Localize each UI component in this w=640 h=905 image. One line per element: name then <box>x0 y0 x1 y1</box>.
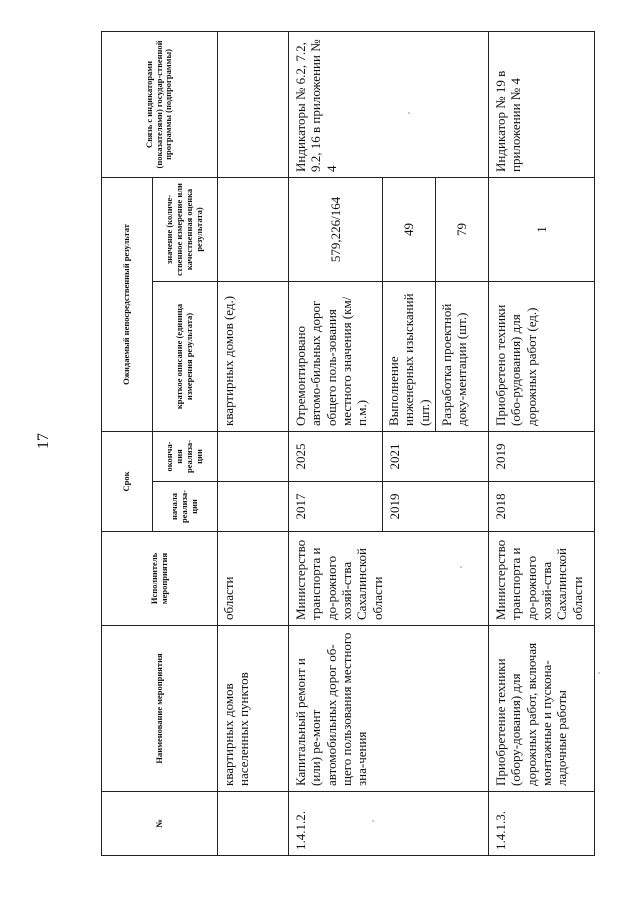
scan-speck <box>598 672 600 674</box>
scan-speck <box>460 566 462 568</box>
header-term-end: оконча-ния реализа-ции <box>153 431 218 481</box>
cell-executor: Министерство транспорта и до-рожного хозяй-ства Сахалинской области <box>289 532 489 626</box>
header-term-start: начала реализа-ции <box>153 482 218 532</box>
cell-executor: Министерство транспорта и до-рожного хозяй-ства Сахалинской области <box>489 532 595 626</box>
cell-result-value: 49 <box>383 177 436 281</box>
cell-term-start: 2017 <box>289 482 383 532</box>
cell-term-start: 2018 <box>489 482 595 532</box>
header-term: Срок <box>102 431 153 531</box>
header-expected-result: Ожидаемый непосредственный результат <box>102 177 153 431</box>
cell-result-description: Выполнение инженерных изысканий (шт.) <box>383 281 436 431</box>
header-result-value: значение (количе-ственное измерение или качественная оценка результата) <box>153 177 218 281</box>
cell-result-description: квартирных домов (ед.) <box>218 281 289 431</box>
cell-number <box>218 792 289 856</box>
cell-number: 1.4.1.2. <box>289 792 489 856</box>
cell-number: 1.4.1.3. <box>489 792 595 856</box>
table-header-row <box>102 31 153 855</box>
table-row <box>489 31 595 855</box>
table-row <box>289 31 383 855</box>
cell-term-start: 2019 <box>383 482 489 532</box>
header-executor: Исполнитель мероприятия <box>102 532 218 626</box>
cell-executor: области <box>218 532 289 626</box>
cell-activity-name: Приобретение техники (обору-дования) для дорожных работ, включая монтажные и пускона-ладочные работы <box>489 626 595 792</box>
cell-indicator-link: Индикаторы № 6.2, 7.2, 9.2, 16 в приложении № 4 <box>289 31 489 177</box>
header-indicator-link: Связь с индикаторами (показателями) государ-ственной программы (подпрограммы) <box>102 31 218 177</box>
cell-term-end: 2019 <box>489 431 595 481</box>
cell-result-value: 79 <box>436 177 489 281</box>
header-short-description: краткое описание (единица измерения результата) <box>153 281 218 431</box>
cell-term-end <box>218 431 289 481</box>
cell-term-end: 2021 <box>383 431 489 481</box>
program-table-sheet <box>101 32 585 856</box>
header-number: № <box>102 792 218 856</box>
cell-result-value: 579,226/164 <box>289 177 383 281</box>
cell-indicator-link <box>218 31 289 177</box>
cell-result-value <box>218 177 289 281</box>
cell-result-value: 1 <box>489 177 595 281</box>
cell-result-description: Приобретено техники (обо-рудования) для дорожных работ (ед.) <box>489 281 595 431</box>
page-number: 17 <box>35 433 52 449</box>
cell-term-start <box>218 482 289 532</box>
cell-result-description: Отремонтировано автомо-бильных дорог общего поль-зования местного значения (км/п.м.) <box>289 281 383 431</box>
cell-activity-name: Капитальный ремонт и (или) ре-монт автомобильных дорог об-щего пользования местного зна-чения <box>289 626 489 792</box>
cell-term-end: 2025 <box>289 431 383 481</box>
cell-result-description: Разработка проектной доку-ментации (шт.) <box>436 281 489 431</box>
cell-activity-name: квартирных домов населенных пунктов <box>218 626 289 792</box>
program-activities-table <box>101 31 595 856</box>
header-activity-name: Наименование мероприятия <box>102 626 218 792</box>
table-row <box>218 31 289 855</box>
cell-indicator-link: Индикатор № 19 в приложении № 4 <box>489 31 595 177</box>
scan-speck <box>372 820 374 822</box>
scan-speck <box>408 112 410 114</box>
